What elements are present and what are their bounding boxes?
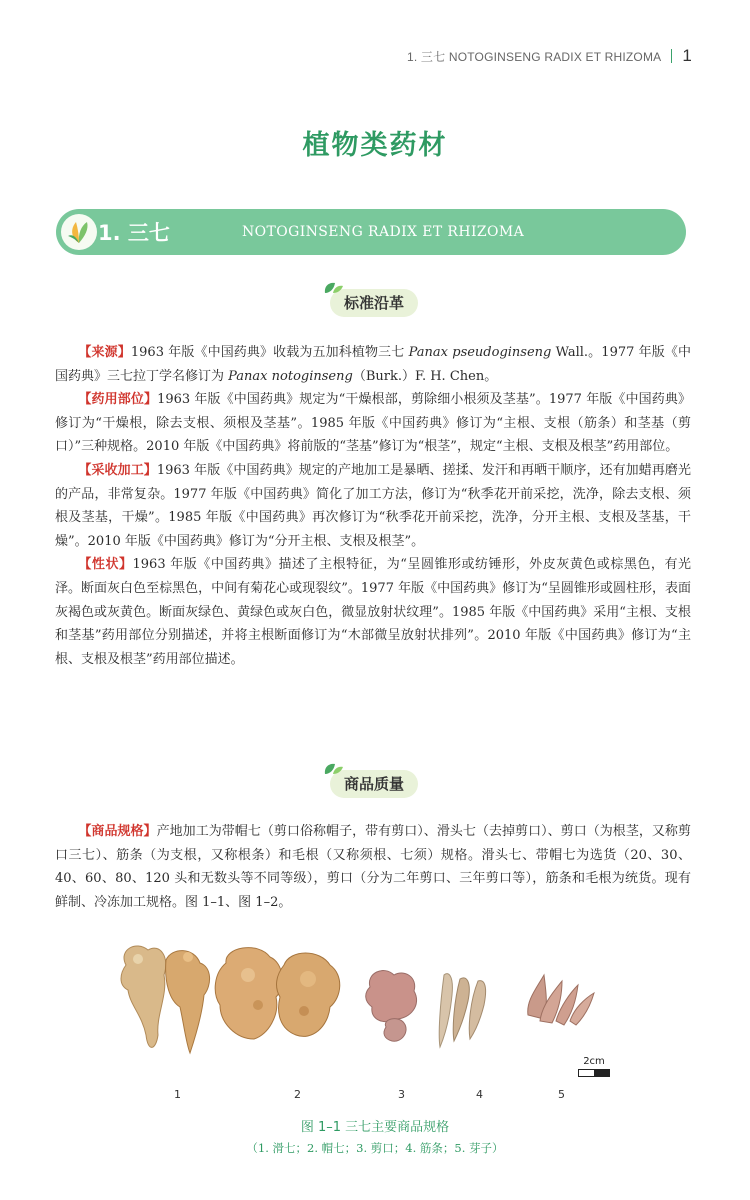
page-title: 植物类药材 — [302, 130, 448, 161]
paragraph-text: 1963 年版《中国药典》描述了主根特征，为“呈圆锥形或纺锤形，外皮灰黄色或棕黑色，有光泽。断面灰白色至棕黑色，中间有菊花心或现裂纹”。1977 年版《中国药典》修订为“呈圆锥形或圆柱形，表面灰褐色或灰黄色。断面灰绿色、黄绿色或灰白色，微显放射状纹理”。1985 年版《中国药典》采用“主根、支根和茎基”药用部位分别描述，并将主根断面修订为“木部微呈放射状排列”。2010 年版《中国药典》修订为“主根、支根及根茎”药用部位描述。 — [55, 557, 691, 667]
paragraph-text: 1963 年版《中国药典》规定的产地加工是暴晒、搓揉、发汗和再晒干顺序，还有加蜡再磨光的产品，非常复杂。1977 年版《中国药典》简化了加工方法，修订为“秋季花开前采挖，洗净，除去支根、须根及茎基，干燥”。1985 年版《中国药典》再次修订为“秋季花开前采挖，洗净，分开主根、支根及茎基，干燥”。2010 年版《中国药典》修订为“分开主根、支根及根茎”。 — [55, 462, 691, 549]
scale-bar-label: 2cm — [583, 1056, 605, 1067]
figure-subcaption: （1. 滑七；2. 帽七；3. 剪口；4. 筋条；5. 芽子） — [246, 1141, 504, 1155]
figure-item-number: 2 — [294, 1088, 301, 1101]
running-head-text: 1. 三七 NOTOGINSENG RADIX ET RHIZOMA — [406, 49, 662, 64]
text-span: Wall.。1977 年版《中国药典》三七拉丁学名修订为 — [55, 345, 691, 384]
chapter-number-title: 1. 三七 — [98, 221, 170, 245]
specimen-1-image — [121, 946, 210, 1053]
specimen-2-image — [215, 948, 340, 1039]
running-head-divider — [671, 49, 672, 63]
tag-processing: 【采收加工】 — [78, 462, 157, 478]
figure-item-number: 4 — [476, 1088, 483, 1101]
section-commodity-quality-body — [55, 820, 691, 914]
sprout-icon — [322, 279, 344, 297]
section-heading-text: 商品质量 — [344, 775, 405, 793]
tag-characteristics: 【性状】 — [78, 557, 133, 573]
latin-name: Panax pseudoginseng — [408, 345, 552, 360]
specimen-5-image — [528, 975, 594, 1025]
figure-caption: 图 1–1 三七主要商品规格 — [300, 1120, 450, 1135]
section-heading-commodity-quality — [330, 770, 418, 798]
text-span: 1963 年版《中国药典》收载为五加科植物三七 — [130, 345, 409, 360]
paragraph-medicinal-part — [55, 388, 691, 459]
specimen-4-image — [439, 974, 485, 1047]
tag-commodity-spec: 【商品规格】 — [78, 824, 157, 839]
figure-item-number: 5 — [558, 1088, 565, 1101]
scale-bar — [578, 1056, 610, 1077]
figure-photo-panel — [108, 935, 608, 1085]
paragraph-source — [55, 341, 691, 388]
chapter-latin-name: NOTOGINSENG RADIX ET RHIZOMA — [242, 224, 525, 240]
section-standard-history-body — [55, 341, 691, 671]
specimen-3-image — [366, 971, 417, 1042]
running-head — [407, 46, 692, 66]
paragraph-commodity-spec — [55, 820, 691, 914]
latin-name: Panax notoginseng — [228, 368, 353, 384]
chapter-banner — [56, 209, 686, 255]
figure-item-number: 1 — [174, 1088, 181, 1101]
tag-medicinal-part: 【药用部位】 — [78, 392, 158, 408]
section-heading-standard-history — [330, 289, 418, 317]
tag-source: 【来源】 — [78, 345, 131, 360]
figure-item-number: 3 — [398, 1088, 405, 1101]
paragraph-processing — [55, 459, 691, 553]
leaf-icon — [61, 214, 97, 250]
paragraph-text: 产地加工为带帽七（剪口俗称帽子，带有剪口）、滑头七（去掉剪口）、剪口（为根茎，又称剪口三七）、筋条（为支根，又称根条）和毛根（又称须根、七须）规格。滑头七、带帽七为选货（20、30、40、60、80、120 头和无数头等不同等级），剪口（分为二年剪口、三年剪口等），筋条和毛根为统货。现有鲜制、冷冻加工规格。图 1–1、图 1–2。 — [55, 824, 691, 910]
scale-bar-graphic — [578, 1069, 610, 1077]
section-heading-text: 标准沿革 — [344, 294, 405, 312]
sprout-icon — [322, 760, 344, 778]
text-span: （Burk.）F. H. Chen。 — [352, 368, 498, 384]
paragraph-characteristics — [55, 553, 691, 671]
paragraph-text: 1963 年版《中国药典》规定为“干燥根部，剪除细小根须及茎基”。1977 年版《中国药典》修订为“干燥根，除去支根、须根及茎基”。1985 年版《中国药典》修订为“主根、支根（筋条）和茎基（剪口）”三种规格。2010 年版《中国药典》将前版的“茎基”修订为“根茎”，规定“主根、支根及根茎”药用部位。 — [55, 392, 691, 455]
page-number: 1 — [682, 46, 692, 65]
